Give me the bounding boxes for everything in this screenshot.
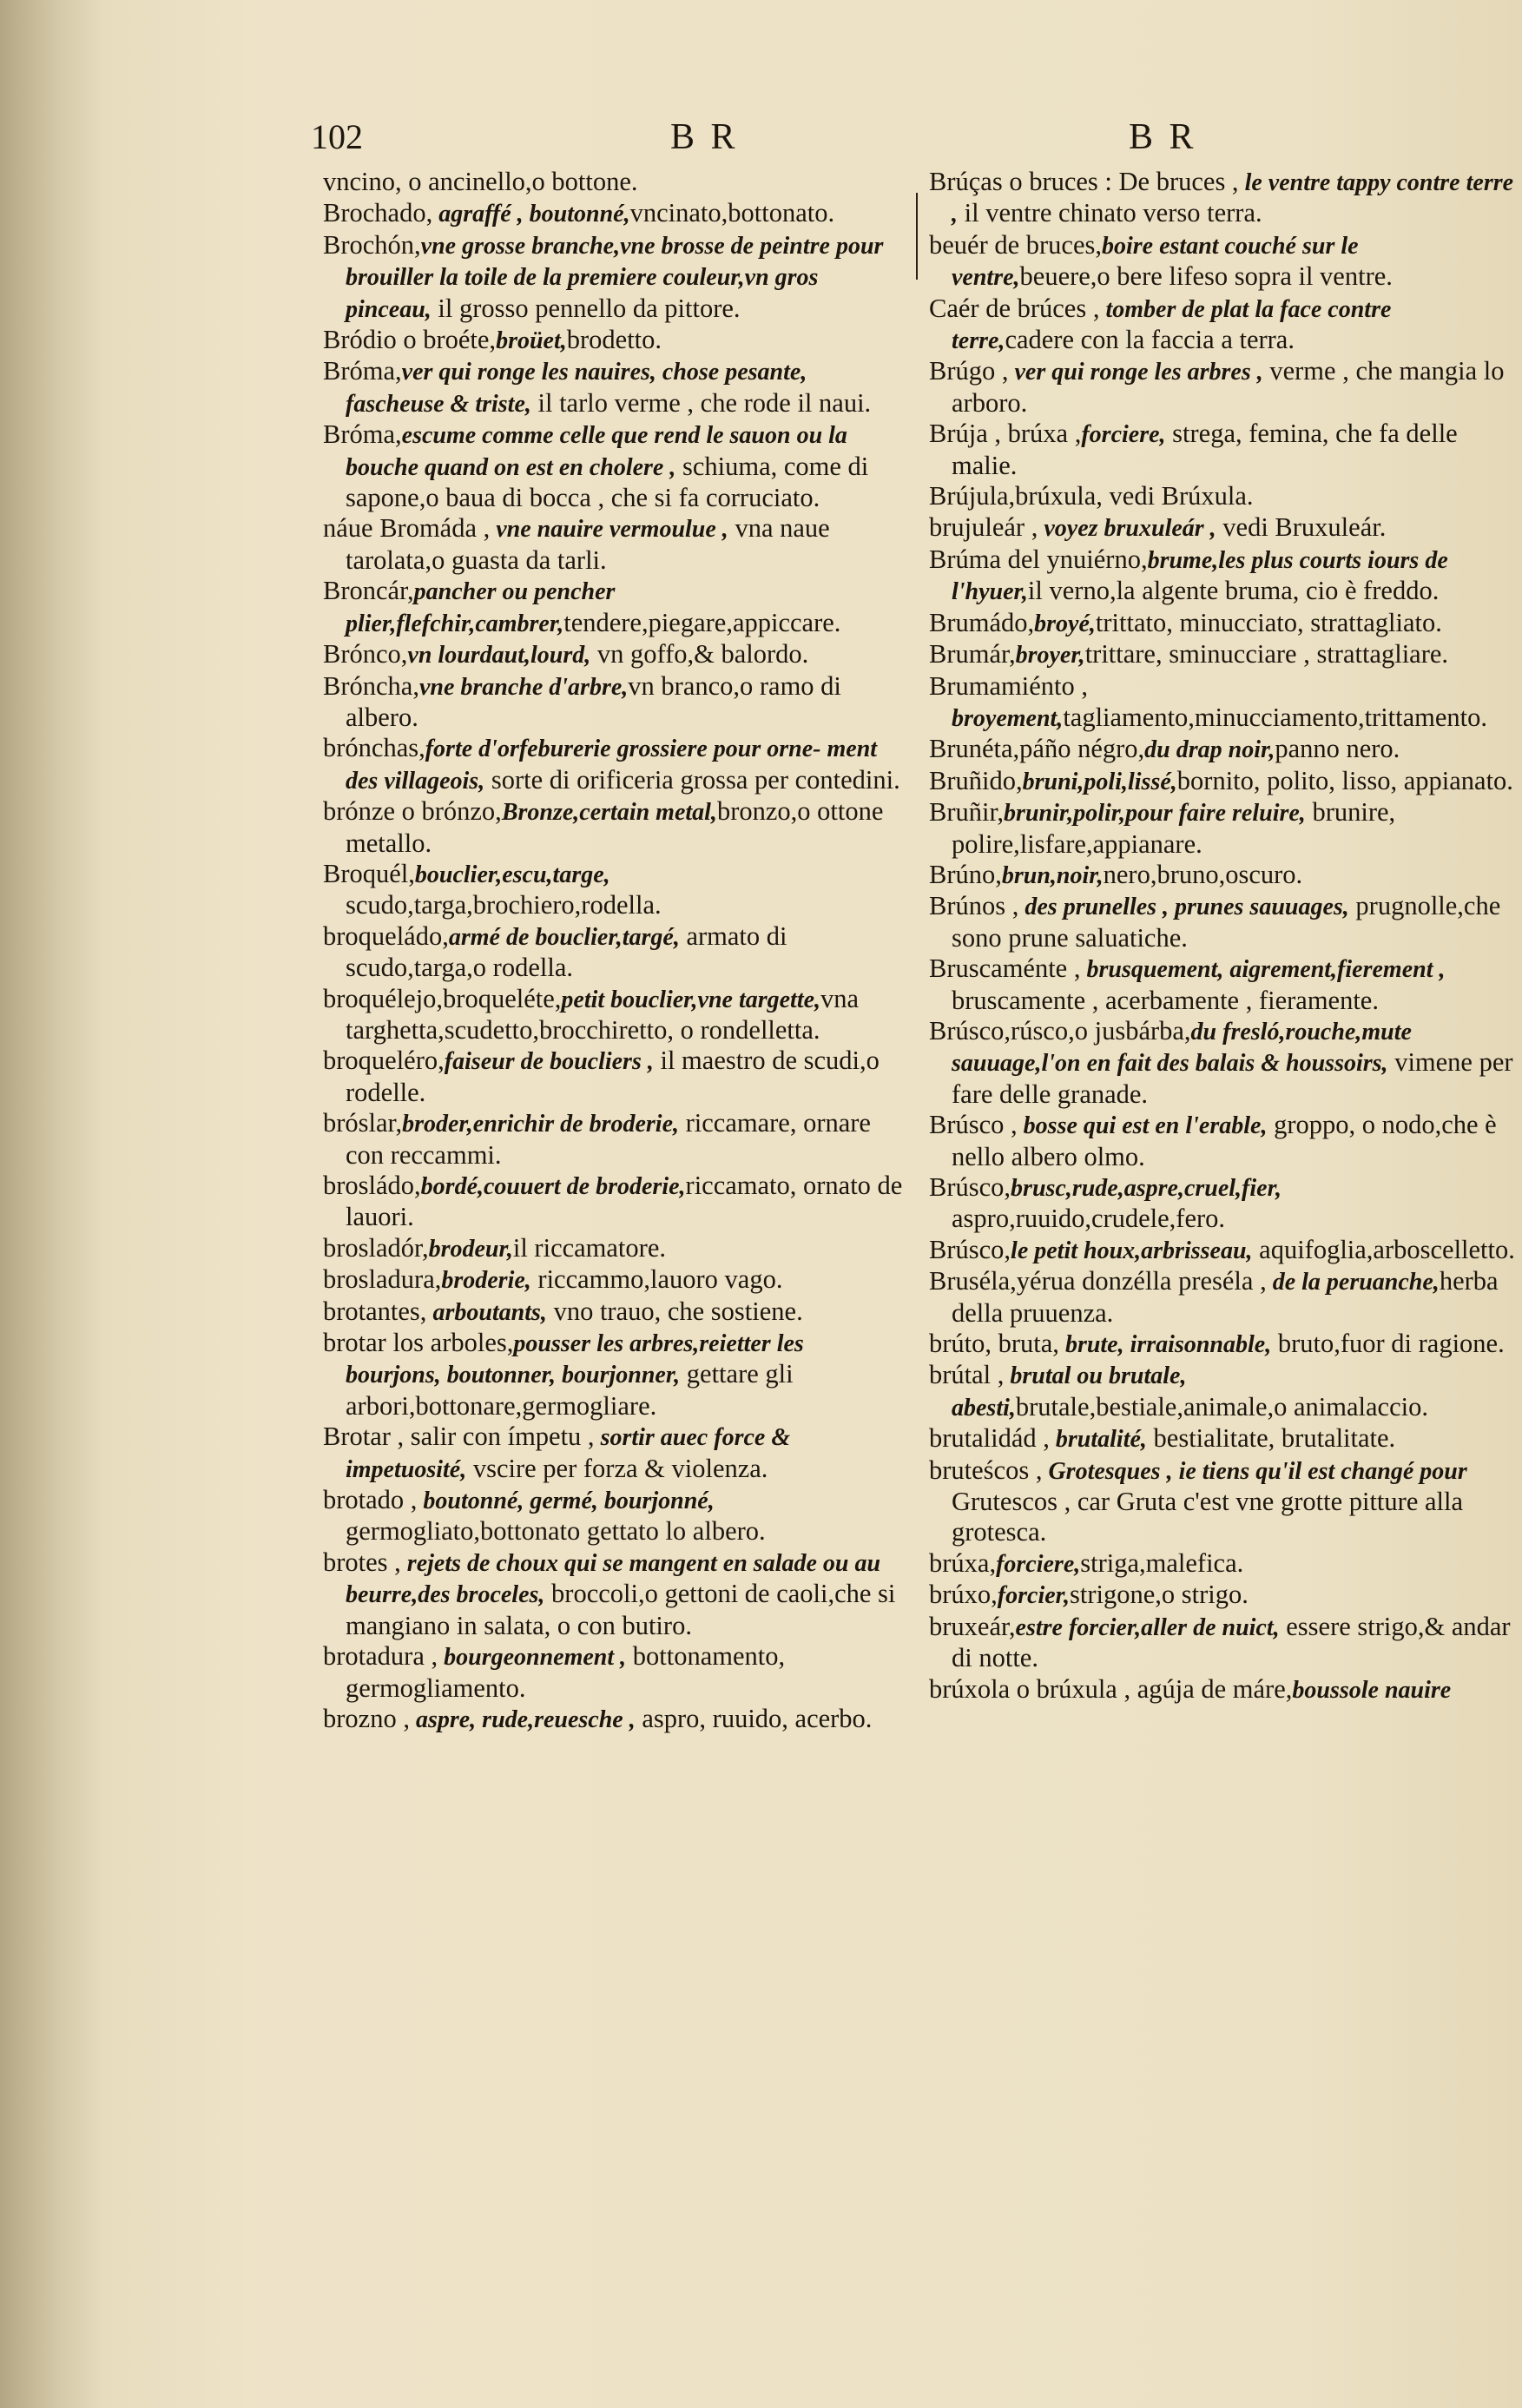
running-head-left: B R	[670, 117, 739, 157]
entry-french: faiseur de boucliers ,	[444, 1048, 654, 1076]
entry-italian: brodetto.	[566, 325, 662, 355]
entry-headword: beuér de bruces,	[929, 229, 1102, 260]
entry-french: forte d'orfeburerie grossiere pour orne- ment des villageois,	[346, 736, 878, 795]
entry-headword: broqueléro,	[323, 1046, 445, 1076]
dictionary-entry	[323, 1046, 905, 1108]
entry-french: tomber de plat la face contre terre,	[952, 295, 1392, 355]
entry-italian: aspro,ruuido,crudele,fero.	[952, 1204, 1226, 1234]
entry-italian: vn goffo,& balordo.	[590, 639, 809, 670]
entry-french: broder,enrichir de broderie,	[402, 1111, 679, 1138]
entry-headword: Broncár,	[323, 576, 414, 606]
entry-headword: Brochón,	[323, 229, 421, 260]
entry-french: pancher ou pencher plier,flefchir,cambrer,	[346, 578, 616, 637]
dictionary-entry	[323, 1171, 905, 1233]
entry-italian: vna naue tarolata,o guasta da tarli.	[346, 513, 830, 575]
entry-headword: Bródio o broéte,	[323, 325, 497, 355]
entry-italian: germogliato,bottonato gettato lo albero.	[346, 1516, 766, 1547]
entry-french: aspre, rude,reuesche ,	[409, 1705, 636, 1733]
entry-french: vn lourdaut,lourd,	[407, 642, 591, 670]
entry-french: rejets de choux qui se mangent en salade ou au beurre,des broceles,	[346, 1549, 881, 1609]
entry-french: brun,noir,	[1001, 861, 1104, 889]
entry-french: sortir auec force & impetuosité,	[346, 1424, 791, 1483]
entry-headword: broqueládo,	[323, 920, 449, 951]
entry-french: bouclier,escu,targe,	[414, 861, 610, 888]
dictionary-entry	[323, 513, 905, 576]
dictionary-entry	[323, 671, 905, 734]
entry-headword: Brumamiénto ,	[929, 670, 1088, 701]
entry-headword: Brúsco,	[929, 1234, 1011, 1264]
entry-italian: armato di scudo,targa,o rodella.	[346, 920, 787, 983]
dictionary-entry	[323, 1328, 905, 1422]
entry-headword: Bruñido,	[929, 765, 1023, 795]
entry-headword: Brumádo,	[929, 607, 1035, 637]
entry-italian: Grutescos , car Gruta c'est vne grotte pitture alla grotesca.	[952, 1487, 1464, 1547]
entry-italian: il tarlo verme , che rode il naui.	[530, 387, 872, 418]
entry-italian: groppo, o nodo,che è nello albero olmo.	[952, 1110, 1497, 1171]
entry-headword: brotado ,	[323, 1485, 418, 1515]
entry-italian: brunire, polire,lisfare,appianare.	[952, 797, 1396, 859]
entry-french: brume,les plus courts iours de l'hyuer,	[952, 546, 1448, 606]
dictionary-entry	[929, 512, 1515, 544]
entry-headword: broquélejo,broqueléte,	[323, 983, 562, 1013]
entry-headword: náue Bromáda ,	[323, 513, 491, 544]
dictionary-entry	[929, 481, 1515, 512]
dictionary-entry	[323, 859, 905, 921]
entry-italian: vno trauo, che sostiene.	[546, 1296, 803, 1326]
entry-french: broüet,	[496, 327, 567, 355]
columns	[323, 167, 1515, 1735]
page-header	[0, 116, 1522, 160]
entry-french: voyez bruxuleár ,	[1038, 515, 1216, 543]
dictionary-entry	[323, 1233, 905, 1264]
entry-italian: il maestro de scudi,o rodelle.	[346, 1046, 880, 1107]
entry-french: ver qui ronge les arbres ,	[1008, 359, 1263, 386]
entry-headword: bruteścos ,	[929, 1455, 1043, 1485]
entry-italian: beuere,o bere lifeso sopra il ventre.	[1019, 261, 1393, 292]
entry-italian: trittato, minucciato, strattagliato.	[1095, 607, 1442, 637]
entry-french: bourgeonnement ,	[438, 1644, 627, 1672]
entry-french: brodeur,	[428, 1235, 513, 1263]
dictionary-entry	[929, 1580, 1515, 1611]
entry-headword: Brúno,	[929, 859, 1002, 889]
entry-headword: Brochado,	[323, 198, 433, 228]
entry-italian: trittare, sminucciare , strattagliare.	[1084, 639, 1449, 670]
entry-italian: essere strigo,& andar di notte.	[952, 1611, 1511, 1673]
dictionary-entry	[929, 1612, 1515, 1674]
entry-french: brusquement, aigrement,fierement ,	[1080, 956, 1446, 984]
entry-italian: prugnolle,che sono prune saluatiche.	[952, 891, 1501, 953]
entry-headword: brotadura ,	[323, 1641, 438, 1672]
entry-french: pousser les arbres,reietter les bourjons, boutonner, bourjonner,	[346, 1330, 804, 1389]
entry-italian: gettare gli arbori,bottonare,germogliare.	[346, 1359, 794, 1421]
entry-headword: brutalidád ,	[929, 1423, 1050, 1454]
entry-italian: scudo,targa,brochiero,rodella.	[346, 890, 662, 920]
page-number: 102	[311, 117, 363, 156]
dictionary-entry	[323, 1296, 905, 1328]
entry-headword: Brotar , salir con ímpetu ,	[323, 1422, 595, 1452]
entry-french: boutonné, germé, bourjonné,	[417, 1488, 715, 1515]
entry-headword: Brónco,	[323, 639, 408, 670]
entry-italian: brutale,bestiale,animale,o animalaccio.	[1015, 1391, 1428, 1422]
entry-french: armé de bouclier,targé,	[448, 923, 680, 951]
entry-french: brute, irraisonnable,	[1058, 1331, 1272, 1359]
entry-italian: panno nero.	[1275, 734, 1400, 764]
entry-italian: broccoli,o gettoni de caoli,che si mangiano in salata, o con butiro.	[346, 1579, 896, 1640]
entry-french: vne nauire vermoulue ,	[490, 516, 728, 544]
dictionary-entry	[929, 1016, 1515, 1110]
dictionary-entry	[929, 1360, 1515, 1423]
dictionary-entry	[929, 671, 1515, 735]
dictionary-entry	[929, 1674, 1515, 1705]
page-gutter-shadow	[0, 0, 104, 2408]
entry-headword: Brumár,	[929, 639, 1016, 670]
entry-headword: Broquél,	[323, 858, 415, 888]
entry-headword: Brúsco,rúsco,o jusbárba,	[929, 1015, 1191, 1046]
entry-french: ver qui ronge les nauires, chose pesante, fascheuse & triste,	[346, 359, 807, 418]
dictionary-entry	[929, 734, 1515, 765]
entry-italian: vimene per fare delle granade.	[952, 1047, 1513, 1109]
entry-french: le ventre tappy contre terre ,	[952, 169, 1514, 228]
dictionary-entry	[323, 1485, 905, 1547]
entry-italian: vn branco,o ramo di albero.	[346, 670, 841, 732]
dictionary-entry	[323, 576, 905, 639]
dictionary-entry	[929, 230, 1515, 294]
entry-french: arboutants,	[426, 1298, 547, 1326]
entry-headword: brosládo,	[323, 1171, 421, 1200]
dictionary-entry	[323, 167, 905, 198]
entry-headword: Brúsco ,	[929, 1110, 1018, 1140]
entry-italian: tagliamento,minucciamento,trittamento.	[1063, 702, 1488, 732]
entry-italian: strigone,o strigo.	[1070, 1580, 1249, 1610]
entry-italian: vedi Brúxula.	[1102, 481, 1254, 511]
entry-headword: brotar los arboles,	[323, 1328, 514, 1358]
dictionary-entry	[929, 1266, 1515, 1329]
entry-italian: bruscamente , acerbamente , fieramente.	[952, 985, 1379, 1015]
entry-french: forcier,	[997, 1582, 1071, 1610]
entry-headword: brúxa,	[929, 1547, 997, 1578]
dictionary-entry	[929, 544, 1515, 608]
entry-italian: verme , che mangia lo arboro.	[952, 356, 1505, 418]
dictionary-entry	[323, 639, 905, 670]
entry-italian: vna targhetta,scudetto,brocchiretto, o rondelletta.	[346, 983, 860, 1045]
dictionary-entry	[323, 1108, 905, 1171]
entry-headword: Bruscaménte ,	[929, 953, 1081, 984]
entry-italian: tendere,piegare,appiccare.	[563, 607, 841, 637]
entry-headword: brúto, bruta,	[929, 1329, 1059, 1359]
dictionary-entry	[929, 1423, 1515, 1455]
dictionary-entry	[929, 419, 1515, 481]
entry-italian: il verno,la algente bruma, cio è freddo.	[1027, 576, 1440, 606]
entry-italian: herba della pruuenza.	[952, 1266, 1499, 1328]
entry-italian: bornito, polito, lisso, appianato.	[1176, 765, 1513, 795]
entry-french: de la peruanche,	[1266, 1269, 1440, 1296]
entry-french: brusc,rude,aspre,cruel,fier,	[1011, 1175, 1282, 1202]
entry-headword: Brújula,brúxula,	[929, 481, 1103, 511]
entry-headword: brujuleár ,	[929, 512, 1038, 543]
entry-italian: aquifoglia,arboscelletto.	[1252, 1234, 1515, 1264]
entry-french: brutal ou brutale, abesti,	[952, 1362, 1187, 1422]
dictionary-entry	[323, 984, 905, 1046]
dictionary-entry	[323, 796, 905, 859]
dictionary-entry	[929, 294, 1515, 357]
entry-headword: Brunéta,páño négro,	[929, 734, 1145, 764]
dictionary-entry	[929, 1235, 1515, 1266]
entry-french: estre forcier,aller de nuict,	[1015, 1613, 1280, 1641]
dictionary-entry	[929, 1329, 1515, 1360]
dictionary-entry	[929, 891, 1515, 953]
entry-italian: riccamato, ornato de lauori.	[346, 1171, 903, 1232]
entry-headword: Brúsco,	[929, 1172, 1011, 1202]
dictionary-entry	[323, 1547, 905, 1641]
entry-headword: brozno ,	[323, 1703, 410, 1733]
entry-italian: bronzo,o ottone metallo.	[346, 796, 884, 858]
entry-french: du fresló,rouche,mute sauuage,l'on en fait des balais & houssoirs,	[952, 1018, 1412, 1078]
entry-french: du drap noir,	[1144, 736, 1275, 764]
entry-italian: vncinato,bottonato.	[629, 198, 835, 228]
dictionary-entry	[323, 921, 905, 984]
entry-headword: Bróma,	[323, 419, 402, 450]
entry-french: des prunelles , prunes sauuages,	[1018, 894, 1349, 921]
entry-headword: Brúnos ,	[929, 891, 1019, 921]
dictionary-entry	[929, 1172, 1515, 1235]
entry-headword: bruxeár,	[929, 1611, 1016, 1641]
entry-french: bordé,couuert de broderie,	[420, 1173, 686, 1200]
entry-italian: nero,bruno,oscuro.	[1103, 859, 1303, 889]
entry-french: broyement,	[952, 704, 1064, 732]
right-column	[917, 167, 1515, 1735]
entry-headword: Brúja , brúxa ,	[929, 419, 1082, 449]
entry-italian: striga,malefica.	[1080, 1547, 1244, 1578]
entry-italian: il ventre chinato verso terra.	[958, 198, 1262, 228]
dictionary-entry	[929, 766, 1515, 797]
dictionary-entry	[323, 356, 905, 419]
entry-french: bruni,poli,lissé,	[1022, 768, 1177, 795]
entry-italian: aspro, ruuido, acerbo.	[635, 1703, 873, 1733]
dictionary-entry	[323, 1422, 905, 1485]
entry-headword: brosladór,	[323, 1232, 429, 1263]
entry-italian: bestialitate, brutalitate.	[1146, 1423, 1396, 1454]
entry-french: broyé,	[1034, 610, 1096, 637]
entry-italian: vncino, o ancinello,o bottone.	[323, 167, 638, 196]
entry-italian: cadere con la faccia a terra.	[1005, 325, 1295, 355]
entry-french: brunir,polir,pour faire reluire,	[1004, 800, 1306, 828]
dictionary-entry	[323, 1264, 905, 1296]
entry-headword: bróslar,	[323, 1108, 403, 1138]
entry-italian: strega, femina, che fa delle malie.	[952, 419, 1458, 480]
entry-italian: vscire per forza & violenza.	[466, 1453, 768, 1483]
entry-headword: Caér de brúces ,	[929, 293, 1100, 323]
dictionary-entry	[929, 1548, 1515, 1580]
entry-french: petit bouclier,vne targette,	[561, 986, 821, 1013]
entry-italian: riccamare, ornare con reccammi.	[346, 1108, 871, 1170]
dictionary-entry	[929, 860, 1515, 891]
entry-french: broderie,	[441, 1267, 531, 1295]
entry-italian: sorte di orificeria grossa per contedini.	[484, 764, 900, 795]
entry-french: agraffé , boutonné,	[432, 201, 630, 228]
entry-italian: vedi Bruxuleár.	[1216, 512, 1387, 543]
dictionary-entry	[323, 230, 905, 325]
entry-french: bosse qui est en l'erable,	[1017, 1112, 1268, 1140]
dictionary-entry	[929, 608, 1515, 639]
entry-italian: schiuma, come di sapone,o baua di bocca , che si fa corruciato.	[346, 451, 869, 513]
entry-headword: Brúgo ,	[929, 356, 1009, 386]
entry-headword: Brúças o bruces : De bruces ,	[929, 167, 1239, 196]
dictionary-entry	[929, 797, 1515, 860]
entry-headword: brotantes,	[323, 1296, 427, 1326]
entry-french: vne branche d'arbre,	[418, 673, 629, 701]
entry-headword: brúxo,	[929, 1580, 998, 1610]
entry-headword: Bróncha,	[323, 670, 419, 701]
entry-french: vne grosse branche,vne brosse de peintre pour brouiller la toile de la premiere couleur,vn gros pinceau,	[346, 232, 884, 323]
dictionary-entry	[323, 198, 905, 229]
entry-french: Bronze,certain metal,	[501, 799, 717, 827]
dictionary-entry	[929, 1110, 1515, 1172]
entry-french: le petit houx,arbrisseau,	[1011, 1237, 1253, 1264]
entry-italian: riccammo,lauoro vago.	[530, 1264, 783, 1295]
entry-french: escume comme celle que rend le sauon ou la bouche quand on est en cholere ,	[346, 422, 847, 481]
dictionary-entry	[323, 419, 905, 513]
entry-french: boire estant couché sur le ventre,	[952, 232, 1359, 292]
entry-french: Grotesques , ie tiens qu'il est changé pour	[1042, 1457, 1467, 1485]
entry-headword: Brúma del ynuiérno,	[929, 544, 1148, 574]
entry-italian: il grosso pennello da pittore.	[431, 293, 741, 323]
dictionary-entry	[929, 953, 1515, 1016]
entry-french: forciere,	[996, 1550, 1081, 1578]
dictionary-entry	[929, 356, 1515, 419]
entry-italian: il riccamatore.	[512, 1232, 666, 1263]
dictionary-entry	[323, 733, 905, 796]
entry-french: boussole nauire	[1292, 1676, 1452, 1704]
entry-french: forciere,	[1081, 421, 1166, 449]
entry-headword: brúxola o brúxula , agúja de máre,	[929, 1673, 1293, 1704]
left-column	[323, 167, 917, 1735]
entry-headword: brotes ,	[323, 1547, 401, 1577]
dictionary-entry	[323, 1704, 905, 1735]
dictionary-entry	[929, 167, 1515, 230]
entry-headword: Bróma,	[323, 356, 402, 386]
entry-french: broyer,	[1015, 642, 1085, 670]
entry-headword: brútal ,	[929, 1360, 1005, 1390]
entry-italian: bruto,fuor di ragione.	[1271, 1329, 1505, 1359]
entry-headword: brosladura,	[323, 1264, 442, 1295]
entry-headword: Bruséla,yérua donzélla preséla ,	[929, 1266, 1267, 1296]
entry-french: brutalité,	[1049, 1426, 1147, 1454]
dictionary-entry	[323, 325, 905, 356]
entry-headword: Bruñir,	[929, 797, 1005, 828]
running-head-right: B R	[1129, 117, 1197, 157]
dictionary-entry	[929, 1455, 1515, 1548]
entry-headword: brónchas,	[323, 733, 425, 763]
entry-italian: bottonamento, germogliamento.	[346, 1641, 786, 1703]
dictionary-entry	[323, 1641, 905, 1704]
entry-headword: brónze o brónzo,	[323, 796, 502, 827]
dictionary-entry	[929, 639, 1515, 670]
